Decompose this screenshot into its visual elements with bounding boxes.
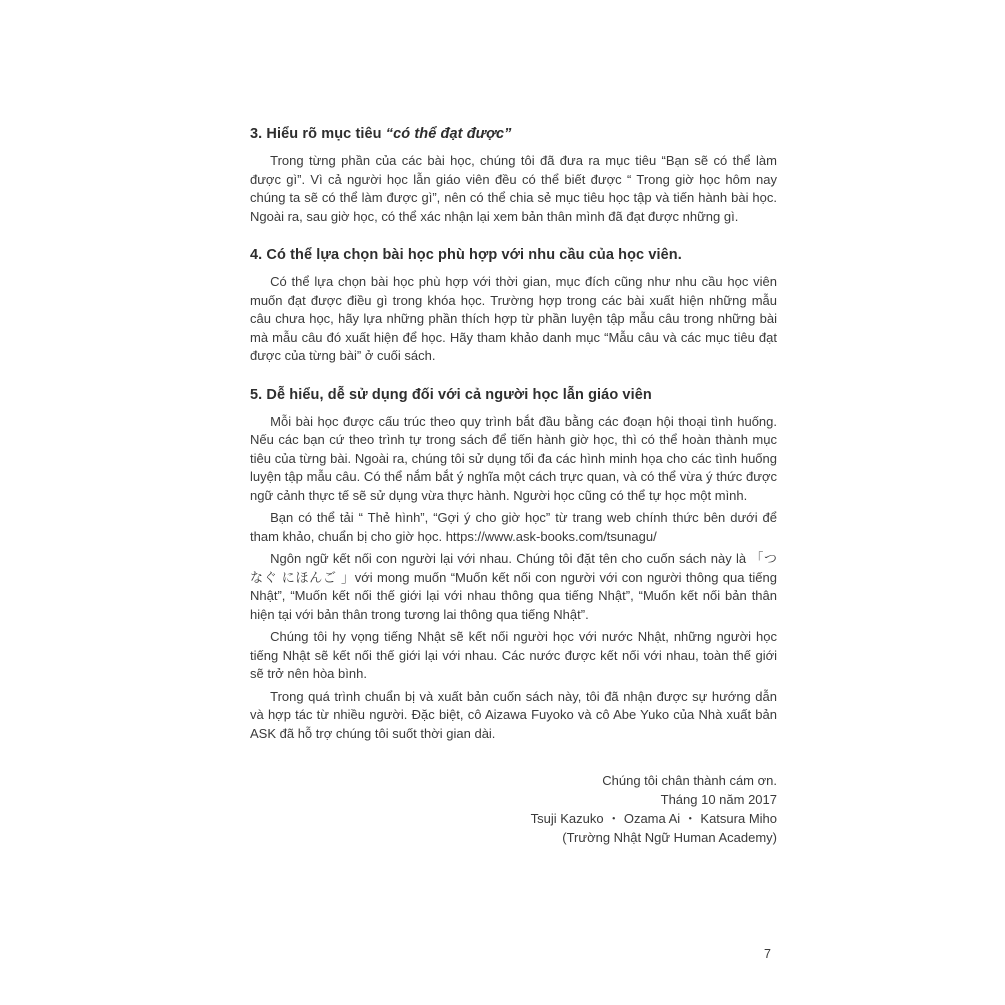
section-3-heading-quote: “có thể đạt được”	[385, 126, 512, 142]
paragraph: Trong từng phần của các bài học, chúng tôi đã đưa ra mục tiêu “Bạn sẽ có thể làm được gì”. Vì cả người học lẫn giáo viên đều có thể biết được “ Trong giờ học hôm nay chúng ta sẽ có thể làm được gì”, nên có thể chia sẻ mục tiêu học tập và tiến hành bài học. Ngoài ra, sau giờ học, có thể xác nhận lại xem bản thân mình đã đạt được những gì.	[250, 153, 777, 224]
section-3-heading-text: 3. Hiểu rõ mục tiêu	[250, 126, 386, 142]
section-4-heading	[250, 247, 777, 263]
page-number: 7	[764, 947, 771, 961]
section-4-heading-text: 4. Có thể lựa chọn bài học phù hợp với nhu cầu của học viên.	[250, 247, 682, 263]
closing-date: Tháng 10 năm 2017	[660, 792, 777, 807]
paragraph: Có thể lựa chọn bài học phù hợp với thời gian, mục đích cũng như nhu cầu học viên muốn đạt được điều gì trong khóa học. Trường hợp trong các bài xuất hiện những mẫu câu chưa học, hãy lựa những phần thích hợp từ phần luyện tập mẫu câu trong những bài mà mẫu câu đó xuất hiện để học. Hãy tham khảo danh mục “Mẫu câu và các mục tiêu đạt được của từng bài” ở cuối sách.	[250, 274, 777, 363]
closing-block	[250, 771, 777, 847]
section-5-heading-text: 5. Dễ hiểu, dễ sử dụng đối với cả người học lẫn giáo viên	[250, 386, 652, 403]
paragraph: Trong quá trình chuẩn bị và xuất bản cuốn sách này, tôi đã nhận được sự hướng dẫn và hợp tác từ nhiều người. Đặc biệt, cô Aizawa Fuyoko và cô Abe Yuko của Nhà xuất bản ASK đã hỗ trợ chúng tôi suốt thời gian dài.	[250, 688, 777, 741]
closing-thanks: Chúng tôi chân thành cám ơn.	[602, 773, 777, 788]
section-5	[250, 387, 777, 744]
paragraph-with-url: Bạn có thể tải “ Thẻ hình”, “Gợi ý cho giờ học” từ trang web chính thức bên dưới để tham khảo, chuẩn bị cho giờ học. https://www.ask-books.com/tsunagu/	[250, 510, 777, 544]
closing-authors: Tsuji Kazuko ・ Ozama Ai ・ Katsura Miho	[530, 811, 777, 826]
paragraph: Ngôn ngữ kết nối con người lại với nhau. Chúng tôi đặt tên cho cuốn sách này là 「つなぐ にほんご 」với mong muốn “Muốn kết nối con người với con người thông qua tiếng Nhật”, “Muốn kết nối thế giới lại với nhau thông qua tiếng Nhật”, “Muốn kết nối bản thân hiện tại với bản thân trong tương lai thông qua tiếng Nhật”.	[250, 551, 777, 622]
section-5-heading	[250, 387, 777, 403]
page-content	[250, 126, 777, 847]
section-4	[250, 247, 777, 366]
paragraph: Chúng tôi hy vọng tiếng Nhật sẽ kết nối người học với nước Nhật, những người học tiếng Nhật sẽ kết nối thế giới lại với nhau. Các nước được kết nối với nhau, toàn thế giới sẽ trở nên hòa bình.	[250, 629, 777, 681]
section-3	[250, 126, 777, 226]
closing-affiliation: (Trường Nhật Ngữ Human Academy)	[562, 830, 777, 845]
section-3-heading	[250, 126, 777, 142]
paragraph: Mỗi bài học được cấu trúc theo quy trình bắt đầu bằng các đoạn hội thoại tình huống. Nếu các bạn cứ theo trình tự trong sách để tiến hành giờ học, thì có thể hoàn thành mục tiêu của từng bài. Ngoài ra, chúng tôi sử dụng tối đa các hình minh họa cho các tình huống luyện tập mẫu câu. Có thể nắm bắt ý nghĩa một cách trực quan, và có thể vừa ý thức được ngữ cảnh thực tế sẽ sử dụng vừa thực hành. Người học cũng có thể tự học một mình.	[250, 413, 777, 503]
